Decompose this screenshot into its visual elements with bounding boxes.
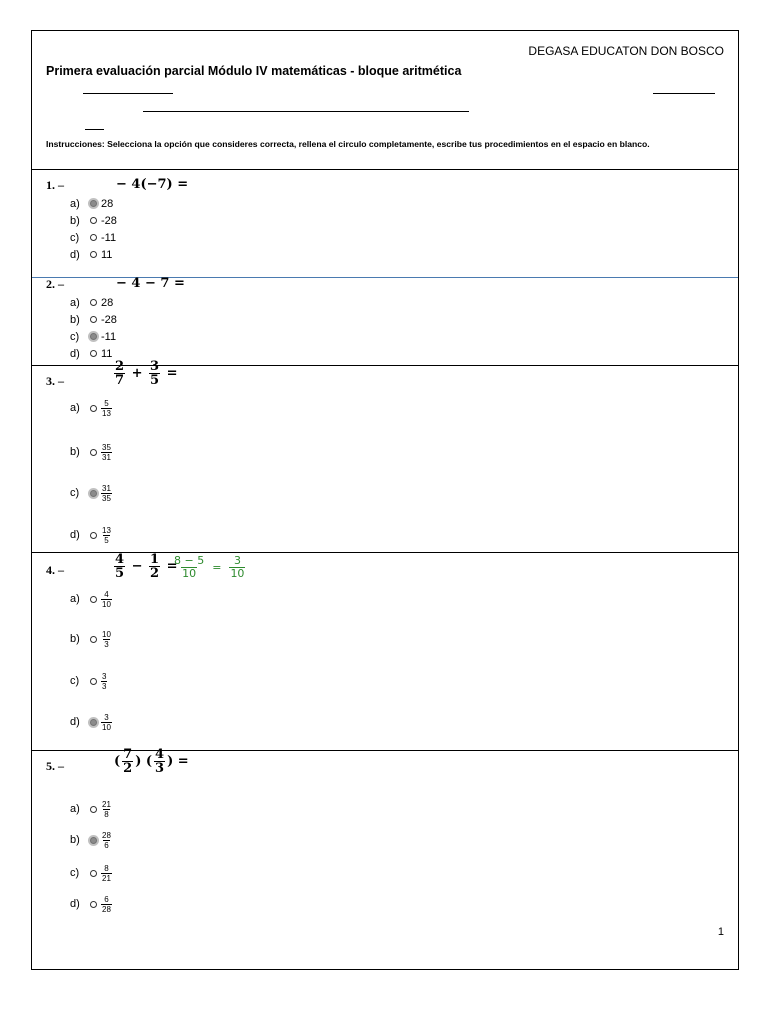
option-letter: a)	[70, 593, 80, 605]
option-letter: c)	[70, 675, 80, 687]
option-c[interactable]	[70, 229, 116, 246]
radio-selected-icon[interactable]	[90, 200, 97, 207]
option-letter: b)	[70, 214, 80, 227]
option-b[interactable]	[70, 311, 117, 328]
radio-icon[interactable]	[90, 217, 97, 224]
operator: )	[167, 754, 174, 769]
page-number: 1	[717, 926, 724, 938]
instructions: Instrucciones: Selecciona la opción que consideres correcta, rellena el circulo completamente, escribe tus procedimientos en el espacio en blanco.	[46, 139, 650, 149]
score-blank-line[interactable]	[653, 93, 715, 94]
option-letter: b)	[70, 834, 80, 846]
option-a[interactable]	[70, 195, 113, 212]
question-1	[32, 169, 738, 278]
option-fraction: $\frac{8}{21}$	[102, 863, 111, 883]
option-fraction: $\frac{10}{3}$	[102, 629, 111, 649]
operator: =	[177, 754, 189, 769]
radio-icon[interactable]	[90, 234, 97, 241]
option-letter: d)	[70, 529, 80, 541]
fraction: $\frac{4}{5}$	[115, 552, 125, 581]
option-a[interactable]	[70, 294, 113, 311]
option-b[interactable]	[70, 625, 112, 653]
radio-icon[interactable]	[90, 350, 97, 357]
radio-icon[interactable]	[90, 449, 97, 456]
option-d[interactable]	[70, 521, 112, 549]
option-c[interactable]	[70, 328, 116, 345]
operator: (	[114, 754, 121, 769]
question-expression	[112, 553, 178, 580]
option-letter: c)	[70, 487, 80, 499]
operator: )	[135, 754, 142, 769]
option-c[interactable]	[70, 479, 112, 507]
question-number: 3. –	[46, 374, 64, 388]
question-number: 1. –	[46, 178, 64, 192]
option-fraction: $\frac{21}{8}$	[102, 799, 111, 819]
option-b[interactable]	[70, 212, 117, 229]
option-fraction: $\frac{6}{28}$	[102, 894, 111, 914]
option-value: -28	[101, 214, 117, 227]
option-letter: d)	[70, 716, 80, 728]
question-5	[32, 747, 738, 970]
option-d[interactable]	[70, 890, 112, 918]
option-letter: a)	[70, 402, 80, 414]
option-letter: d)	[70, 347, 80, 360]
option-value: 28	[101, 296, 114, 309]
fraction: $\frac{7}{2}$	[123, 747, 133, 776]
name-blank-line[interactable]	[83, 93, 173, 94]
fraction: $\frac{1}{2}$	[150, 552, 160, 581]
operator: =	[166, 366, 178, 381]
radio-selected-icon[interactable]	[90, 490, 97, 497]
fraction: $\frac{4}{3}$	[155, 747, 165, 776]
option-letter: b)	[70, 313, 80, 326]
option-value: -11	[101, 330, 117, 343]
option-d[interactable]	[70, 246, 112, 263]
radio-icon[interactable]	[90, 870, 97, 877]
fraction: $\frac{2}{7}$	[115, 359, 125, 388]
option-fraction: $\frac{28}{6}$	[102, 830, 111, 850]
radio-icon[interactable]	[90, 299, 97, 306]
option-c[interactable]	[70, 667, 107, 695]
option-d[interactable]	[70, 345, 112, 362]
exam-page	[31, 30, 739, 970]
school-name: DEGASA EDUCATON DON BOSCO	[528, 44, 724, 58]
question-expression: − 4 − 7 =	[116, 276, 185, 291]
question-2	[32, 277, 738, 366]
option-letter: a)	[70, 197, 80, 210]
option-c[interactable]	[70, 859, 112, 887]
radio-icon[interactable]	[90, 596, 97, 603]
option-fraction: $\frac{3}{10}$	[102, 712, 111, 732]
operator: −	[131, 559, 143, 574]
option-fraction: $\frac{31}{35}$	[102, 483, 111, 503]
option-letter: b)	[70, 446, 80, 458]
question-expression	[112, 360, 178, 387]
option-value: -11	[101, 231, 117, 244]
question-number: 2. –	[46, 277, 64, 291]
radio-icon[interactable]	[90, 532, 97, 539]
option-b[interactable]	[70, 826, 112, 854]
operator: (	[145, 754, 153, 769]
option-fraction: $\frac{4}{10}$	[102, 589, 111, 609]
option-b[interactable]	[70, 438, 112, 466]
radio-icon[interactable]	[90, 678, 97, 685]
option-fraction: $\frac{13}{5}$	[102, 525, 111, 545]
radio-selected-icon[interactable]	[90, 837, 97, 844]
radio-icon[interactable]	[90, 806, 97, 813]
radio-icon[interactable]	[90, 316, 97, 323]
operator: =	[166, 559, 178, 574]
option-letter: a)	[70, 296, 80, 309]
option-fraction: $\frac{3}{3}$	[102, 671, 107, 691]
radio-icon[interactable]	[90, 251, 97, 258]
question-number: 5. –	[46, 759, 64, 773]
option-d[interactable]	[70, 708, 112, 736]
radio-selected-icon[interactable]	[90, 719, 97, 726]
option-a[interactable]	[70, 795, 112, 823]
option-fraction: $\frac{35}{31}$	[102, 442, 111, 462]
option-a[interactable]	[70, 394, 112, 422]
option-value: -28	[101, 313, 117, 326]
short-blank-line[interactable]	[85, 129, 104, 130]
operator: +	[131, 366, 143, 381]
option-letter: c)	[70, 867, 80, 879]
question-number: 4. –	[46, 563, 64, 577]
radio-selected-icon[interactable]	[90, 333, 97, 340]
option-value: 28	[101, 197, 114, 210]
option-letter: b)	[70, 633, 80, 645]
exam-title: Primera evaluación parcial Módulo IV matemáticas - bloque aritmética	[46, 64, 462, 78]
student-name-line[interactable]	[143, 111, 469, 112]
option-a[interactable]	[70, 585, 112, 613]
option-letter: c)	[70, 330, 80, 343]
option-value: 11	[101, 248, 113, 261]
option-value: 11	[101, 347, 113, 360]
option-letter: d)	[70, 248, 80, 261]
option-fraction: $\frac{5}{13}$	[102, 398, 111, 418]
handwritten-work: $\frac{8 - 5}{10}$ = $\frac{3}{10}$	[174, 554, 245, 580]
option-letter: c)	[70, 231, 80, 244]
fraction: $\frac{3}{5}$	[150, 359, 160, 388]
question-3	[32, 359, 738, 553]
question-expression: − 4(−7) =	[116, 177, 189, 192]
question-4	[32, 552, 738, 751]
question-expression	[114, 748, 189, 775]
radio-icon[interactable]	[90, 636, 97, 643]
radio-icon[interactable]	[90, 405, 97, 412]
radio-icon[interactable]	[90, 901, 97, 908]
option-letter: d)	[70, 898, 80, 910]
option-letter: a)	[70, 803, 80, 815]
